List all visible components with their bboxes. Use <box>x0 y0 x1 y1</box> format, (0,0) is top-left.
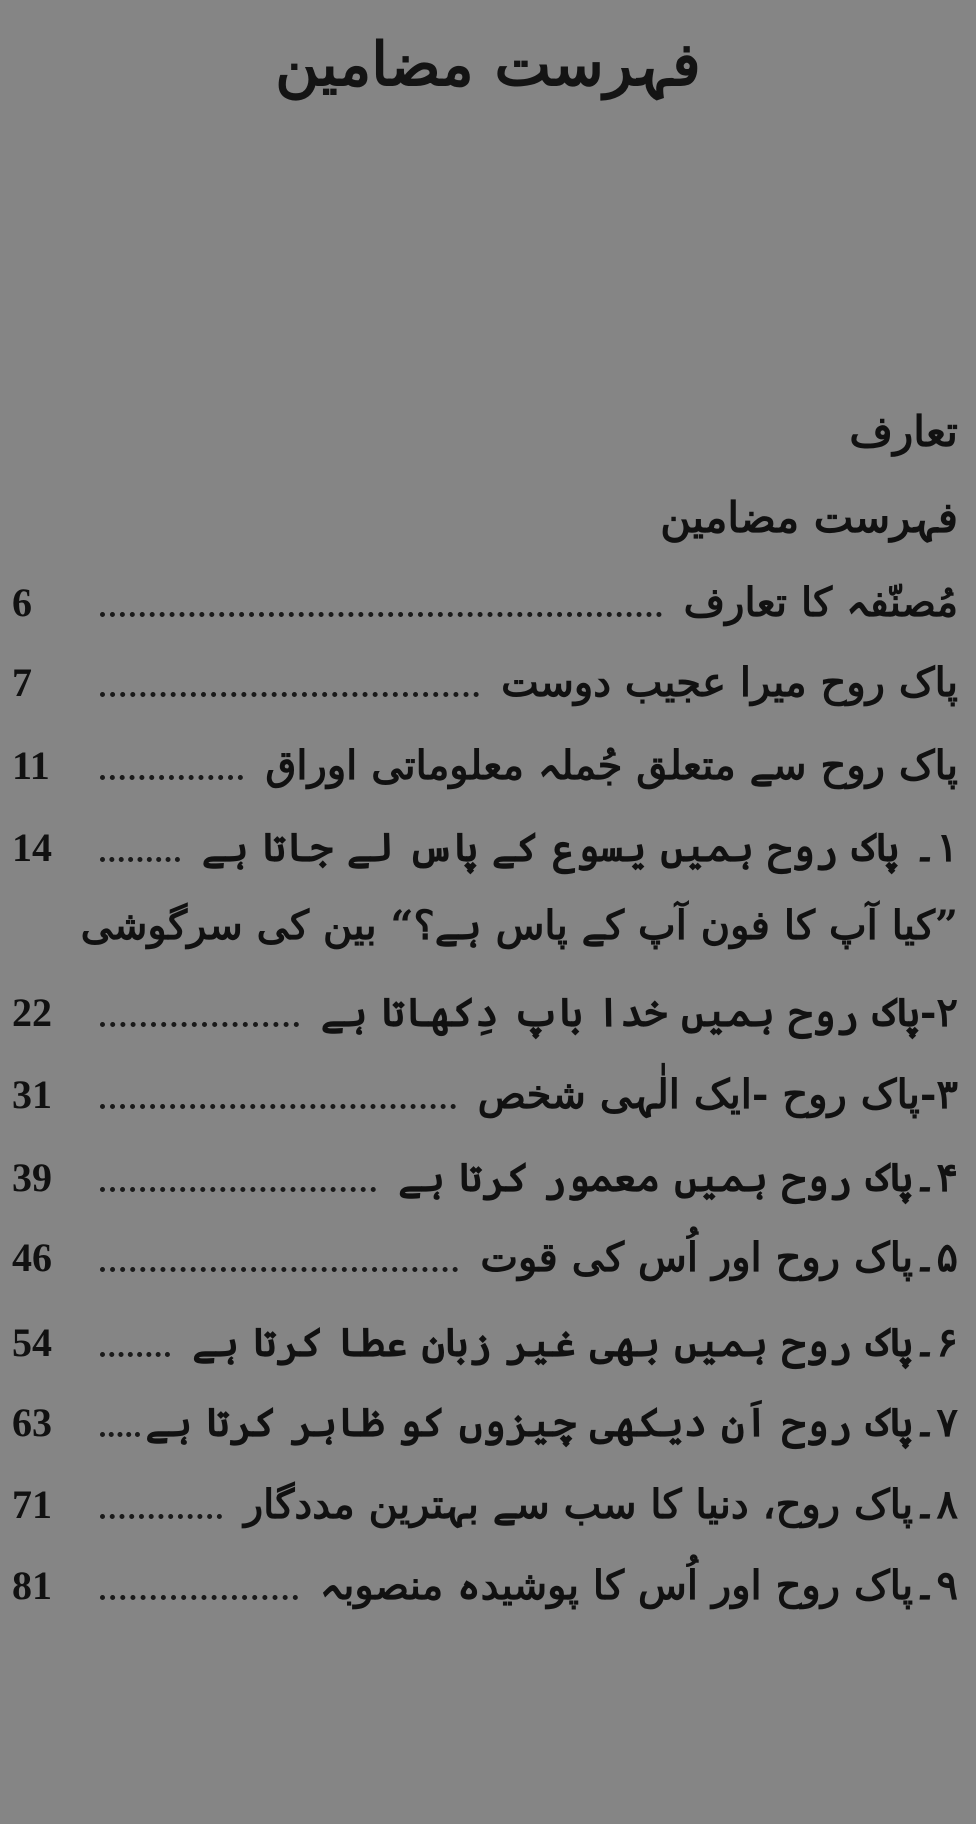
toc-entry-title: ۵۔پاک روح اور اُس کی قوت <box>480 1234 958 1281</box>
toc-page-number: 31 <box>12 1072 52 1117</box>
toc-entry-title: ”کیا آپ کا فون آپ کے پاس ہے؟“ بین کی سرگوشی <box>80 902 958 949</box>
toc-leader-dots <box>100 1432 140 1437</box>
toc-entry-title: ۹۔پاک روح اور اُس کا پوشیدہ منصوبہ <box>319 1562 958 1609</box>
toc-page-number: 11 <box>12 743 50 788</box>
toc-leader-dots <box>100 1104 456 1109</box>
toc-entry-title: ۱۔ پاک روح ہمیں یسوع کے پاس لے جاتا ہے <box>201 824 958 871</box>
toc-row[interactable] <box>0 570 976 636</box>
toc-row[interactable] <box>0 733 976 799</box>
toc-page-number: 22 <box>12 990 52 1035</box>
toc-leader-dots <box>100 775 243 780</box>
toc-page-number: 63 <box>12 1400 52 1445</box>
toc-entry-title: مُصنّفہ کا تعارف <box>683 579 958 626</box>
toc-entry-title: ۸۔پاک روح، دنیا کا سب سے بہترین مددگار <box>243 1481 958 1528</box>
toc-leader-dots <box>100 1187 376 1192</box>
toc-row[interactable] <box>0 1472 976 1538</box>
toc-leader-dots <box>100 1022 299 1027</box>
toc-page-number: 46 <box>12 1235 52 1280</box>
toc-leader-dots <box>100 1352 170 1357</box>
toc-entry-title: ۳-پاک روح -ایک الٰہی شخص <box>477 1071 958 1118</box>
toc-page-number: 39 <box>12 1155 52 1200</box>
toc-page-number: 6 <box>12 580 32 625</box>
toc-leader-dots <box>100 1514 222 1519</box>
toc-page-number: 71 <box>12 1482 52 1527</box>
toc-leader-dots <box>100 857 180 862</box>
toc-entry-title: پاک روح میرا عجیب دوست <box>501 659 958 706</box>
toc-row[interactable] <box>0 1062 976 1128</box>
toc-row[interactable] <box>0 1145 976 1211</box>
toc-entry-title: پاک روح سے متعلق جُملہ معلوماتی اوراق <box>265 742 958 789</box>
toc-leader-dots <box>100 692 479 697</box>
toc-row[interactable] <box>0 815 976 881</box>
toc-row[interactable] <box>0 980 976 1046</box>
page-title: فہرست مضامین <box>275 30 701 100</box>
toc-entry-title: ۶۔پاک روح ہمیں بھی غیر زبان عطا کرتا ہے <box>192 1319 958 1366</box>
toc-leader-dots <box>100 612 662 617</box>
toc-page-number: 14 <box>12 825 52 870</box>
toc-row[interactable] <box>0 893 976 959</box>
toc-entry-title: ۴۔پاک روح ہمیں معمور کرتا ہے <box>398 1154 958 1201</box>
toc-row[interactable] <box>0 1225 976 1291</box>
toc-row[interactable] <box>0 650 976 716</box>
toc-entry-title: ۲-پاک روح ہمیں خدا باپ دِکھاتا ہے <box>320 989 958 1036</box>
toc-page-number: 54 <box>12 1320 52 1365</box>
toc-row[interactable] <box>0 1390 976 1456</box>
toc-row[interactable] <box>0 1310 976 1376</box>
toc-leader-dots <box>100 1267 458 1272</box>
toc-leader-dots <box>100 1595 298 1600</box>
intro-item-contents: فہرست مضامین <box>660 493 958 542</box>
toc-row[interactable] <box>0 1553 976 1619</box>
intro-item-introduction: تعارف <box>849 407 958 456</box>
toc-page-number: 81 <box>12 1563 52 1608</box>
toc-page-number: 7 <box>12 660 32 705</box>
toc-entry-title: ۷۔پاک روح اَن دیکھی چیزوں کو ظاہر کرتا ہے <box>145 1399 958 1446</box>
